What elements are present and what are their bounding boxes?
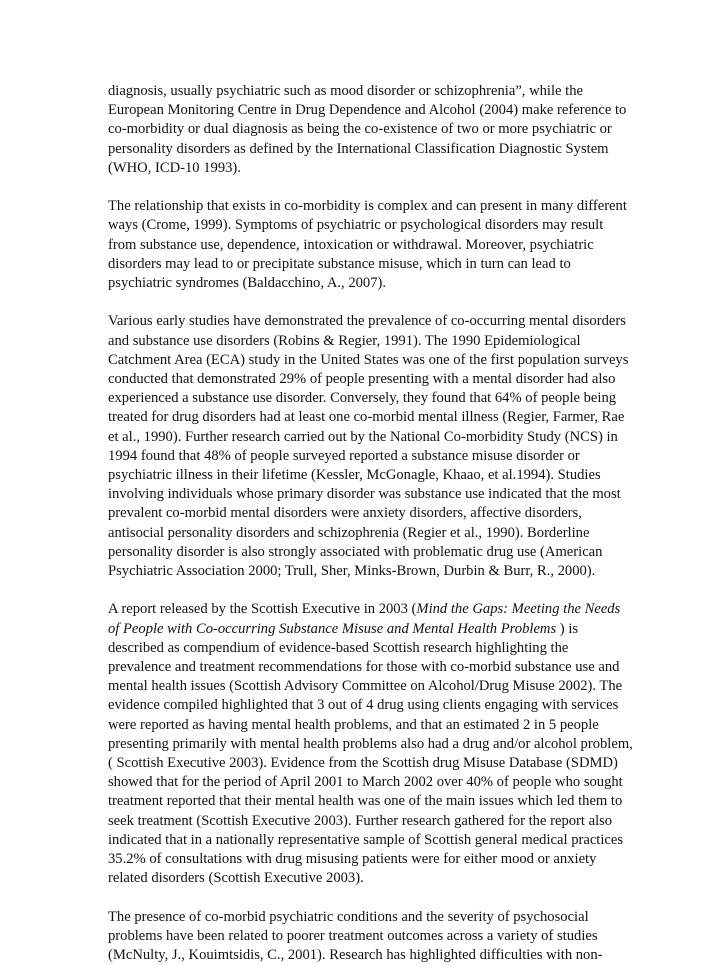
text-line: diagnosis, usually psychiatric such as mood disorder or schizophrenia”, while the	[108, 83, 583, 99]
text-run: A report released by the Scottish Executive in 2003 (	[108, 601, 417, 618]
text-line: Various early studies have demonstrated the prevalence of co-occurring mental disorders	[108, 313, 626, 330]
text-line: Catchment Area (ECA) study in the United States was one of the first population surveys	[108, 351, 629, 368]
text-line: (WHO, ICD-10 1993).	[108, 159, 241, 176]
paragraph-3	[108, 312, 629, 581]
text-line: disorders may lead to or precipitate substance misuse, which in turn can lead to	[108, 255, 571, 272]
text-line: related disorders (Scottish Executive 2003).	[108, 870, 364, 887]
text-line: personality disorders as defined by the International Classification Diagnostic System	[108, 140, 609, 157]
text-line: personality disorder is also strongly associated with problematic drug use (American	[108, 543, 603, 560]
text-line: from substance use, dependence, intoxication or withdrawal. Moreover, psychiatric	[108, 236, 594, 253]
text-line	[108, 600, 620, 619]
text-line: experienced a substance use disorder. Conversely, they found that 64% of people being	[108, 390, 617, 407]
paragraph-4	[108, 600, 633, 888]
text-line: and substance use disorders (Robins & Regier, 1991). The 1990 Epidemiological	[108, 332, 581, 349]
paragraph-1	[108, 82, 627, 178]
text-line: et al., 1990). Further research carried out by the National Co-morbidity Study (NCS) in	[108, 428, 618, 445]
text-line: described as compendium of evidence-based Scottish research highlighting the	[108, 639, 569, 656]
text-line: treated for drug disorders had at least one co-morbid mental illness (Regier, Farmer, Rae	[108, 409, 625, 426]
text-line: psychiatric illness in their lifetime (Kessler, McGonagle, Khaao, et al.1994). Studies	[108, 467, 601, 484]
text-line: co-morbidity or dual diagnosis as being the co-existence of two or more psychiatric or	[108, 121, 612, 138]
text-line: ( Scottish Executive 2003). Evidence from the Scottish drug Misuse Database (SDMD)	[108, 755, 618, 772]
report-title-italic: of People with Co-occurring Substance Misuse and Mental Health Problems	[108, 620, 557, 637]
text-line: psychiatric syndromes (Baldacchino, A., 2007).	[108, 275, 387, 292]
text-line: involving individuals whose primary disorder was substance use indicated that the most	[108, 486, 621, 503]
text-line: The relationship that exists in co-morbidity is complex and can present in many different	[108, 198, 627, 215]
text-line: ways (Crome, 1999). Symptoms of psychiatric or psychological disorders may result	[108, 217, 604, 234]
text-line: prevalence and treatment recommendations for those with co-morbid substance use and	[108, 659, 620, 676]
text-line: The presence of co-morbid psychiatric conditions and the severity of psychosocial	[108, 908, 589, 925]
paragraph-5	[108, 908, 620, 965]
document-body	[108, 82, 633, 965]
text-line: Psychiatric Association 2000; Trull, Sher, Minks-Brown, Durbin & Burr, R., 2000).	[108, 563, 596, 580]
text-line: mental health issues (Scottish Advisory Committee on Alcohol/Drug Misuse 2002). The	[108, 678, 623, 695]
text-line: indicated that in a nationally representative sample of Scottish general medical practices	[108, 831, 624, 848]
text-line	[108, 620, 620, 639]
text-line: showed that for the period of April 2001 to March 2002 over 40% of people who sought	[108, 774, 623, 791]
text-line: treatment reported that their mental health was one of the main issues which led them to	[108, 793, 623, 810]
text-line: problems have been related to poorer treatment outcomes across a variety of studies	[108, 927, 598, 944]
text-line: 35.2% of consultations with drug misusing patients were for either mood or anxiety	[108, 851, 597, 868]
paragraph-2	[108, 197, 627, 293]
text-line: seek treatment (Scottish Executive 2003). Further research gathered for the report also	[108, 812, 613, 829]
text-line: were reported as having mental health problems, and that an estimated 2 in 5 people	[108, 716, 599, 733]
text-run: ) is	[556, 620, 579, 637]
text-line: presenting primarily with mental health problems also had a drug and/or alcohol problem,	[108, 735, 633, 752]
text-line: evidence compiled highlighted that 3 out of 4 drug using clients engaging with services	[108, 697, 619, 714]
text-line: 1994 found that 48% of people surveyed reported a substance misuse disorder or	[108, 447, 580, 464]
text-line: (McNulty, J., Kouimtsidis, C., 2001). Research has highlighted difficulties with non-	[108, 947, 603, 964]
text-line: conducted that demonstrated 29% of people presenting with a mental disorder had also	[108, 371, 616, 388]
text-line: European Monitoring Centre in Drug Dependence and Alcohol (2004) make reference to	[108, 102, 627, 119]
text-line: prevalent co-morbid mental disorders were anxiety disorders, affective disorders,	[108, 505, 582, 522]
report-title-italic: Mind the Gaps: Meeting the Needs	[416, 601, 621, 618]
text-line: antisocial personality disorders and schizophrenia (Regier et al., 1990). Borderline	[108, 524, 590, 541]
